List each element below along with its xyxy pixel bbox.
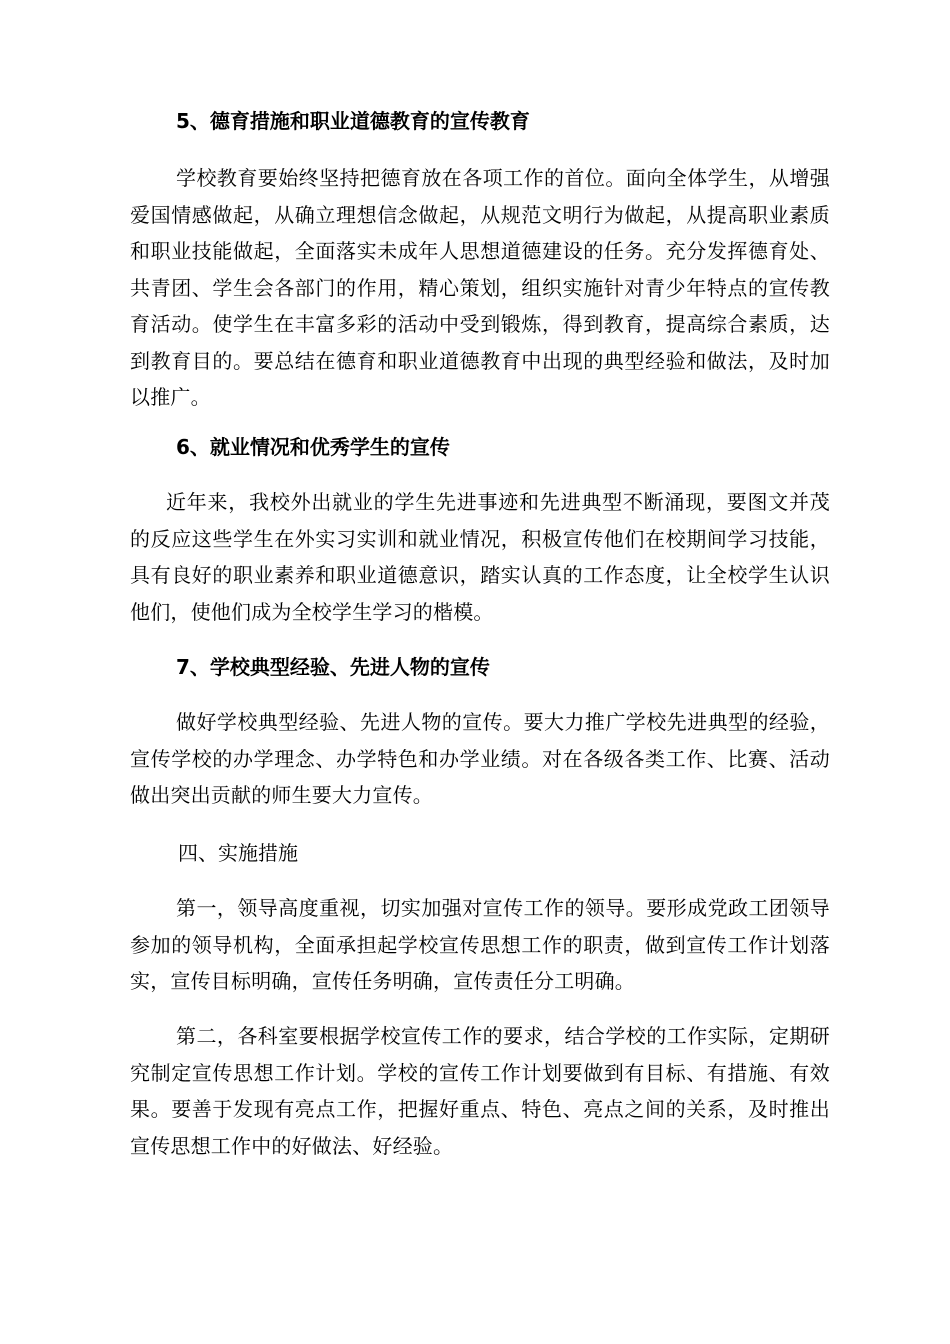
part-4-first-paragraph: 第一，领导高度重视，切实加强对宣传工作的领导。要形成党政工团领导参加的领导机构，全面承担起学校宣传思想工作的职责，做到宣传工作计划落实，宣传目标明确，宣传任务明确，宣传责任分工明确。 — [130, 896, 830, 993]
section-7-heading: 7、学校典型经验、先进人物的宣传 — [176, 655, 490, 679]
section-6-heading: 6、就业情况和优秀学生的宣传 — [176, 435, 450, 459]
part-4-heading: 四、实施措施 — [178, 841, 298, 865]
section-5-paragraph: 学校教育要始终坚持把德育放在各项工作的首位。面向全体学生，从增强爱国情感做起，从确立理想信念做起，从规范文明行为做起，从提高职业素质和职业技能做起，全面落实未成年人思想道德建设的任务。充分发挥德育处、共青团、学生会各部门的作用，精心策划，组织实施针对青少年特点的宣传教育活动。使学生在丰富多彩的活动中受到锻炼，得到教育，提高综合素质，达到教育目的。要总结在德育和职业道德教育中出现的典型经验和做法，及时加以推广。 — [130, 166, 830, 409]
section-6-paragraph: 近年来，我校外出就业的学生先进事迹和先进典型不断涌现，要图文并茂的反应这些学生在外实习实训和就业情况，积极宣传他们在校期间学习技能，具有良好的职业素养和职业道德意识，踏实认真的工作态度，让全校学生认识他们，使他们成为全校学生学习的楷模。 — [130, 490, 830, 624]
section-5-heading: 5、德育措施和职业道德教育的宣传教育 — [176, 109, 530, 133]
section-7-paragraph: 做好学校典型经验、先进人物的宣传。要大力推广学校先进典型的经验，宣传学校的办学理念、办学特色和办学业绩。对在各级各类工作、比赛、活动做出突出贡献的师生要大力宣传。 — [130, 710, 830, 807]
part-4-second-paragraph: 第二，各科室要根据学校宣传工作的要求，结合学校的工作实际，定期研究制定宣传思想工作计划。学校的宣传工作计划要做到有目标、有措施、有效果。要善于发现有亮点工作，把握好重点、特色、亮点之间的关系，及时推出宣传思想工作中的好做法、好经验。 — [130, 1024, 830, 1158]
